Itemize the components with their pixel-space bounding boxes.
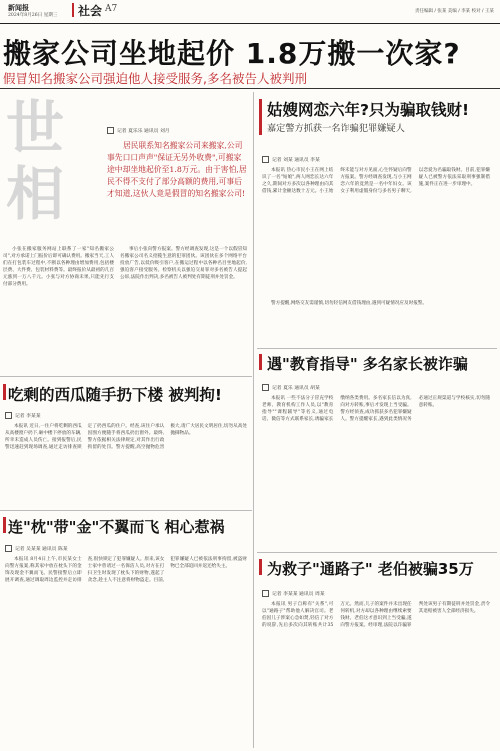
pull-quote: 居民联系知名搬家公司来搬家,公司事先口口声声"保证无另外收费",可搬家途中却坐地起价至1.8万元。由于害怕,居民不得不支付了部分高额的费用,可事后才知道,这伙人竟是假冒的知名搬家公司! [107,141,247,198]
article-3-byline-text: 记者 夏乐 通讯员 胡某 [272,386,320,391]
article-2-byline [262,156,320,163]
checkbox-icon [5,412,12,419]
watermark-calligraphy: 世相 [6,94,65,228]
article-2-byline-text: 记者 刘某 通讯员 李某 [272,158,320,163]
article-2-body-2: 警方提醒,网络交友需谨慎,切勿轻信网友借钱理由,遇到可疑情况应及时报警。 [271,301,427,306]
paper-name: 新闻报 [8,3,29,12]
lead-byline-text: 记者 夏乐乐 通讯员 刘月 [117,129,170,134]
article-4-headline: 吃剩的西瓜随手扔下楼 被判拘! [8,386,222,404]
article-3-headline: 遇"教育指导" 多名家长被诈骗 [267,355,468,373]
masthead [0,0,500,24]
article-2-subheadline: 嘉定警方抓获一名诈骗犯罪嫌疑人 [267,123,405,134]
lead-body-col-1: 小张在搬家服务网站上联系了一家"知名搬家公司",对方承诺上门报价后即可确认费用。搬家当天,工人们在打包装车过程中,不断以各种理由增加费用,包括楼层费、大件费、包装材料费等。最终报价从最初的几百元涨到一万八千元。小张与对方协商未果,只能先行支付部分费用。 [3,247,114,288]
checkbox-icon [107,127,114,134]
rule-article-3 [257,348,497,349]
checkbox-icon [262,156,269,163]
article-6-body: 本报讯 男子自称有"关系",可以"通路子"帮助他人解决官司。老伯因儿子涉案心急如焚,轻信了对方的说辞,先后多次向其转账共计35万元。然而,儿子的案件并未出现任何转机,对方却以各种理由继续索要钱财。老伯这才意识到上当受骗,遂向警方报案。经审理,法院以诈骗罪判处该男子有期徒刑并处罚金,责令其退赔被害人全部经济损失。 [262,602,490,629]
article-3-byline [262,384,320,391]
article-3-body: 本报讯 一些不法分子冒充学校老师、教育机构工作人员,以"教育指导""课程辅导"等名义,通过电话、微信等方式联系家长,诱骗家长缴纳各类费用。多名家长信以为真,向对方转账,事后才发现上当受骗。警方经侦查,成功抓获多名犯罪嫌疑人。警方提醒家长,遇到此类情况务必通过正规渠道与学校核实,切勿随意转账。 [262,396,490,423]
lead-subheadline: 假冒知名搬家公司强迫他人接受服务,多名被告人被判刑 [3,71,307,86]
section-marker [72,3,74,17]
date-line: 2024年8月26日 星期三 [8,13,58,18]
column-divider [253,92,254,748]
article-5-headline: 连"枕"带"金"不翼而飞 相心惹祸 [8,518,225,536]
lead-rule [0,88,500,89]
lead-headline: 搬家公司坐地起价 1.8万搬一次家? [3,37,461,70]
article-5-marker [3,517,6,533]
page-number: A7 [105,4,118,14]
article-2-body: 本报讯 热心市民小王在网上结识了一名"姑娘",两人网恋长达六年之久,期间对方多次以各种理由向其借钱,累计金额达数十万元。小王始终未能与对方见面,心生怀疑后向警方报案。警方经调查发现,与小王网恋六年的竟然是一名中年妇女。该女子利用虚假身份与多名男子聊天,以恋爱为名骗取钱财。目前,犯罪嫌疑人已被警方依法采取刑事强制措施,案件正在进一步审理中。 [262,168,490,195]
article-6-headline: 为救子"通路子" 老伯被骗35万 [267,560,474,578]
checkbox-icon [262,384,269,391]
article-4-byline [5,412,41,419]
article-4-marker [3,384,6,400]
article-5-body: 本报讯 8月4日上午,市民某女士向警方报案,称其家中放在枕头下的金饰及现金不翼而飞。民警接警后立即展开调查,通过调取周边监控并走访排查,很快锁定了犯罪嫌疑人。原来,该女士家中曾请过一名保洁人员,对方在打扫卫生时发现了枕头下的财物,遂起了贪念,趁主人不注意将财物盗走。目前,犯罪嫌疑人已被依法刑事拘留,被盗财物已全部追回并返还给失主。 [5,557,247,584]
editor-credits: 责任编辑 / 张某 美编 / 李某 校对 / 王某 [415,9,494,14]
article-3-marker [259,354,262,370]
article-2-marker [259,99,262,135]
article-5-byline [5,545,68,552]
article-5-byline-text: 记者 吴某某 通讯员 陈某 [15,547,68,552]
lead-byline [107,127,170,134]
checkbox-icon [262,590,269,597]
article-6-byline [262,590,325,597]
checkbox-icon [5,545,12,552]
section-title: 社会 [78,4,103,18]
article-2-headline: 姑嫂网恋六年?只为骗取钱财! [267,101,470,119]
rule-article-4 [0,376,252,377]
article-4-body: 本报讯 近日,一住户将吃剩的西瓜从高楼窗户扔下,砸中楼下停放的车辆,所幸未造成人员伤亡。接到报警后,民警迅速赶到现场调查,通过走访排查锁定了扔西瓜的住户。经查,该住户承认因图方便随手将西瓜扔出窗外。最终,警方依据相关法律规定,对其作出行政拘留的处罚。警方提醒,高空抛物危害极大,请广大居民文明居住,切勿从高处抛掷物品。 [5,424,247,451]
lead-body-col-2: 事后小张向警方报案。警方经调查发现,这是一个以假冒知名搬家公司名义招揽生意的犯罪团伙。该团伙在多个网络平台投放广告,以低价吸引客户,在搬运过程中以各种名目坐地起价,强迫客户接受服务。检察机关以强迫交易罪对多名被告人提起公诉,法院作出判决,多名被告人被判处有期徒刑并处罚金。 [120,247,247,281]
article-6-marker [259,559,262,575]
masthead-rule [0,23,500,24]
rule-article-5 [0,510,252,511]
article-6-byline-text: 记者 李某某 通讯员 周某 [272,592,325,597]
article-4-byline-text: 记者 李某某 [15,414,41,419]
rule-article-6 [257,552,497,553]
